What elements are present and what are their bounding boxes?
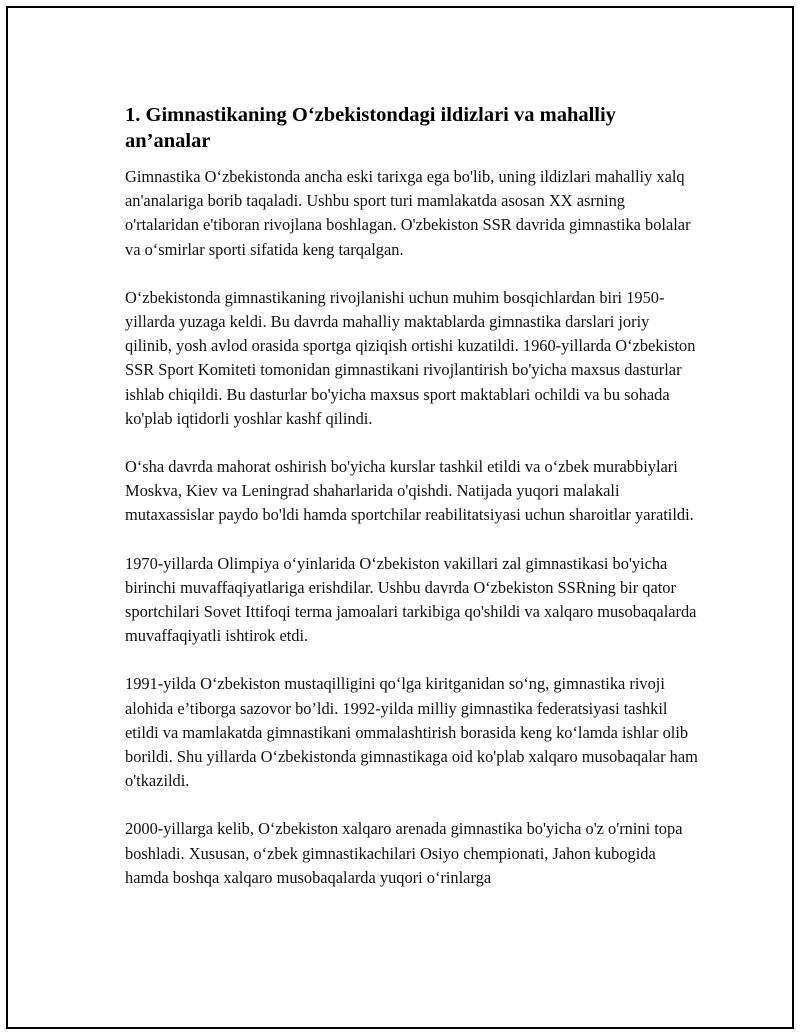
section-heading: 1. Gimnastikaning O‘zbekistondagi ildizlari va mahalliy an’analar <box>125 104 616 152</box>
paragraph-3: O‘sha davrda mahorat oshirish bo'yicha kurslar tashkil etildi va o‘zbek murabbiylari Moskva, Kiev va Leningrad shaharlarida o'qishdi. Natijada yuqori malakali mutaxassislar paydo bo'ldi hamda sportchilar reabilitatsiyasi uchun sharoitlar yaratildi. <box>125 457 694 525</box>
paragraph-4: 1970-yillarda Olimpiya o‘yinlarida O‘zbekiston vakillari zal gimnastikasi bo'yicha birinchi muvaffaqiyatlariga erishdilar. Ushbu davrda O‘zbekiston SSRning bir qator sportchilari Sovet Ittifoqi terma jamoalari tarkibiga qo'shildi va xalqaro musobaqalarda muvaffaqiyatli ishtirok etdi. <box>125 553 697 646</box>
paragraph-1: Gimnastika O‘zbekistonda ancha eski tarixga ega bo'lib, uning ildizlari mahalliy xalq an'analariga borib taqaladi. Ushbu sport turi mamlakatda asosan XX asrning o'rtalaridan e'tiboran rivojlana boshlagan. O'zbekiston SSR davrida gimnastika bolalar va o‘smirlar sporti sifatida keng tarqalgan. <box>125 167 691 259</box>
paragraph-2: O‘zbekistonda gimnastikaning rivojlanishi uchun muhim bosqichlardan biri 1950-yillarda yuzaga keldi. Bu davrda mahalliy maktablarda gimnastika darslari joriy qilinib, yosh avlod orasida sportga qiziqish ortishi kuzatildi. 1960-yillarda O‘zbekiston SSR Sport Komiteti tomonidan gimnastikani rivojlantirish bo'yicha maxsus dasturlar ishlab chiqildi. Bu dasturlar bo'yicha maxsus sport maktablari ochildi va bu sohada ko'plab iqtidorli yoshlar kashf qilindi. <box>125 287 696 428</box>
paragraph-6: 2000-yillarga kelib, O‘zbekiston xalqaro arenada gimnastika bo'yicha o'z o'rnini topa boshladi. Xususan, o‘zbek gimnastikachilari Osiyo chempionati, Jahon kubogida hamda boshqa xalqaro musobaqalarda yuqori o‘rinlarga <box>125 819 683 887</box>
page-frame <box>6 6 794 1029</box>
paragraph-5: 1991-yilda O‘zbekiston mustaqilligini qo‘lga kiritganidan so‘ng, gimnastika rivoji alohida e’tiborga sazovor bo’ldi. 1992-yilda milliy gimnastika federatsiyasi tashkil etildi va mamlakatda gimnastikani ommalashtirish borasida keng ko‘lamda ishlar olib borildi. Shu yillarda O‘zbekistonda gimnastikaga oid ko'plab xalqaro musobaqalar ham o'tkazildi. <box>125 674 698 791</box>
document-body <box>125 102 700 914</box>
